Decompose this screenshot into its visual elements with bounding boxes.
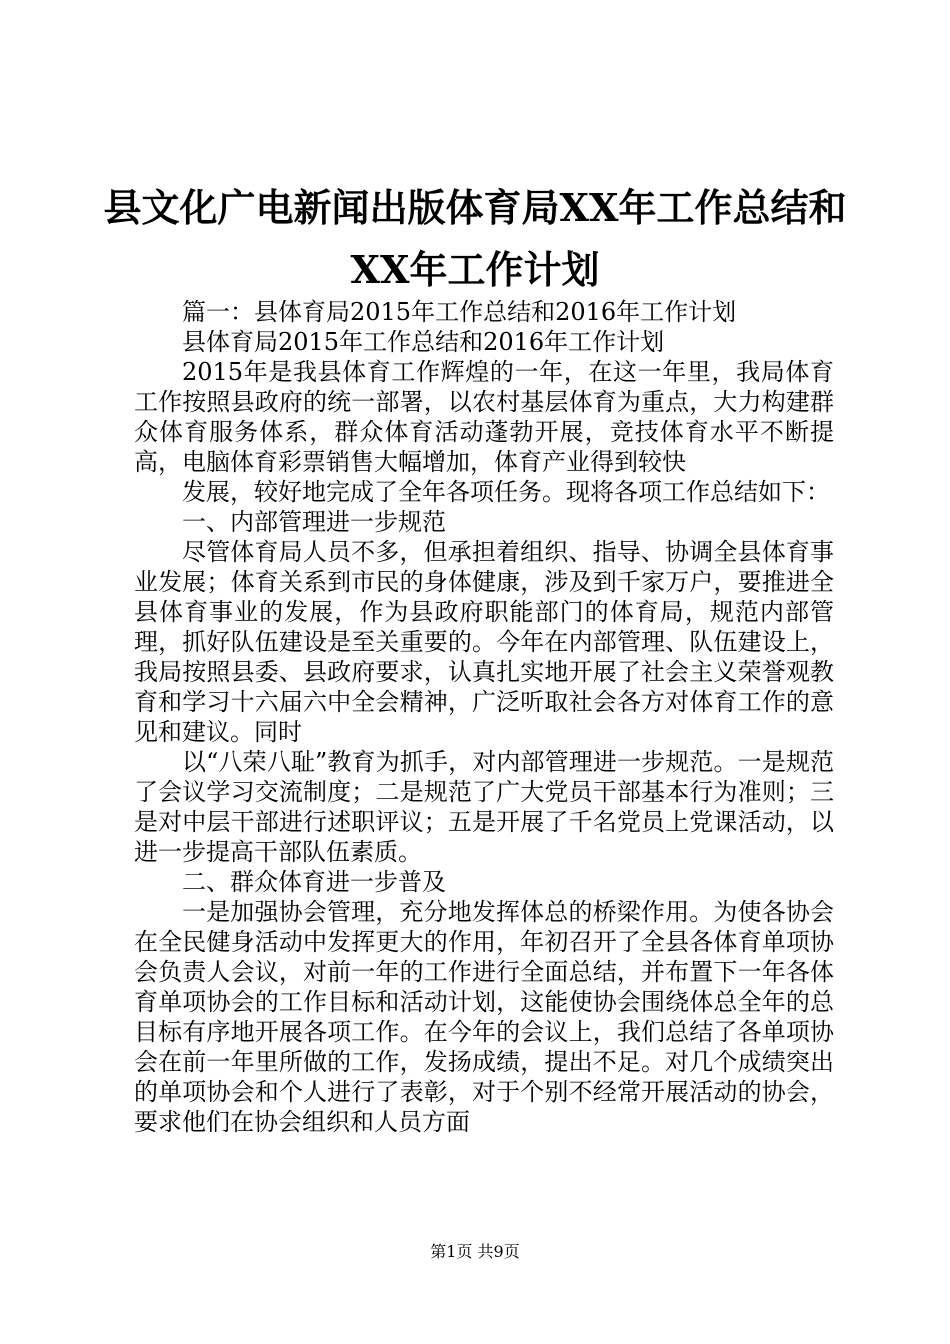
document-title-line-2: XX年工作计划 [350, 247, 600, 292]
document-title-line-1: 县文化广电新闻出版体育局XX年工作总结和 [103, 185, 847, 230]
page-footer: 第1页 共9页 [430, 1242, 520, 1261]
paragraph: 县体育局2015年工作总结和2016年工作计划 [182, 328, 665, 356]
document-body [134, 297, 834, 1137]
paragraph: 篇一：县体育局2015年工作总结和2016年工作计划 [182, 298, 737, 326]
paragraph: 一是加强协会管理，充分地发挥体总的桥梁作用。为使各协会在全民健身活动中发挥更大的作用，年初召开了全县各体育单项协会负责人会议，对前一年的工作进行全面总结，并布置下一年各体育单项协会的工作目标和活动计划，这能使协会围绕体总全年的总目标有序地开展各项工作。在今年的会议上，我们总结了各单项协会在前一年里所做的工作，发扬成绩，提出不足。对几个成绩突出的单项协会和个人进行了表彰，对于个别不经常开展活动的协会，要求他们在协会组织和人员方面 [134, 898, 834, 1136]
paragraph: 以“八荣八耻”教育为抓手，对内部管理进一步规范。一是规范了会议学习交流制度；二是规范了广大党员干部基本行为准则；三是对中层干部进行述职评议；五是开展了千名党员上党课活动，以进一步提高干部队伍素质。 [134, 748, 834, 866]
paragraph: 尽管体育局人员不多，但承担着组织、指导、协调全县体育事业发展；体育关系到市民的身体健康，涉及到千家万户，要推进全县体育事业的发展，作为县政府职能部门的体育局，规范内部管理，抓好队伍建设是至关重要的。今年在内部管理、队伍建设上，我局按照县委、县政府要求，认真扎实地开展了社会主义荣誉观教育和学习十六届六中全会精神，广泛听取社会各方对体育工作的意见和建议。同时 [134, 538, 834, 746]
paragraph: 发展，较好地完成了全年各项任务。现将各项工作总结如下： [182, 478, 830, 506]
section-heading: 一、内部管理进一步规范 [182, 508, 446, 536]
section-heading: 二、群众体育进一步普及 [182, 868, 446, 896]
paragraph: 2015年是我县体育工作辉煌的一年，在这一年里，我局体育工作按照县政府的统一部署，以农村基层体育为重点，大力构建群众体育服务体系，群众体育活动蓬勃开展，竞技体育水平不断提高，电脑体育彩票销售大幅增加，体育产业得到较快 [134, 358, 834, 476]
